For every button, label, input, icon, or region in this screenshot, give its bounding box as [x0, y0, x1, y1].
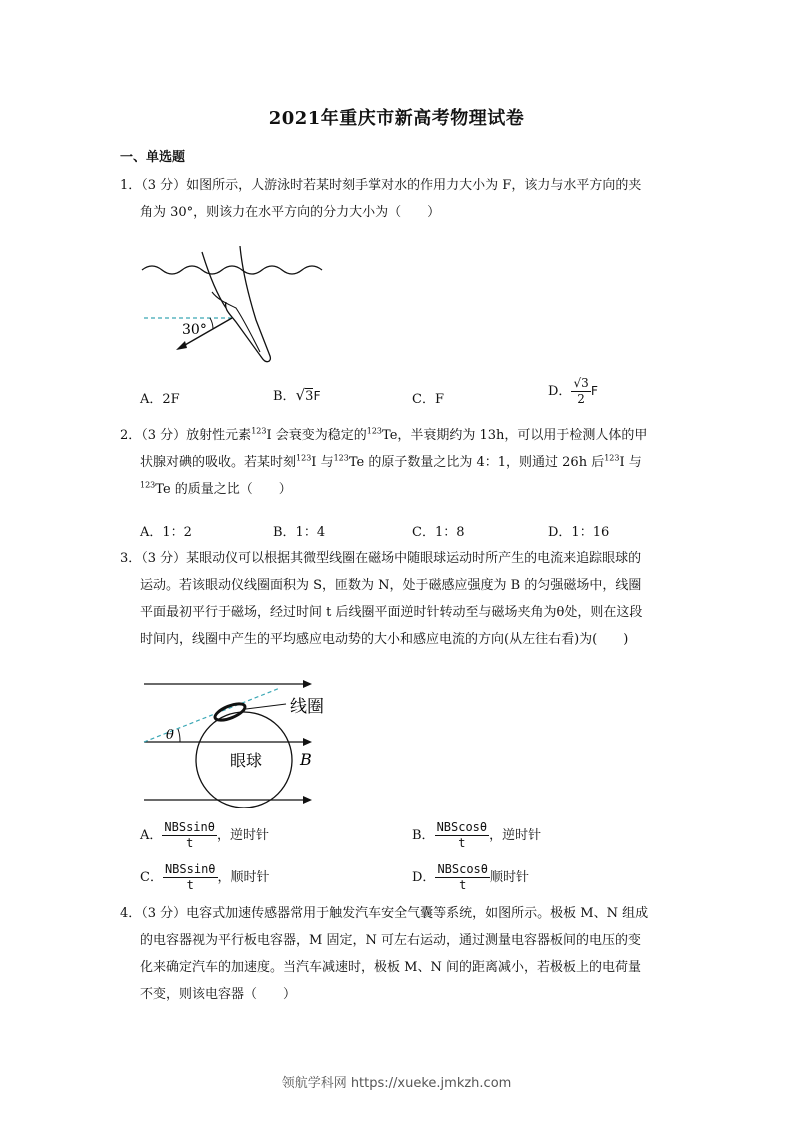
q3-option-d-fraction — [435, 862, 490, 893]
q1-option-c[interactable]: C．F — [412, 392, 444, 407]
q3-option-a-numerator: NBSsinθ — [164, 820, 215, 834]
q2-text-2b: I 与 — [311, 455, 334, 470]
q1-option-d-label: D． — [548, 384, 572, 399]
q1-option-d-suffix: F — [590, 384, 598, 398]
angle-label: 30° — [182, 322, 207, 338]
q3-option-b-suffix: ，逆时针 — [489, 828, 542, 843]
question-1 — [120, 172, 680, 226]
q2-option-a[interactable]: A．1：2 — [140, 525, 192, 540]
q3-option-c-label: C． — [140, 870, 163, 885]
q1-option-d-denominator: 2 — [577, 392, 585, 406]
q2-text-2a: 状腺对碘的吸收。若某时刻 — [140, 455, 297, 470]
q2-text-2d: I 与 — [619, 455, 642, 470]
footer-watermark: 领航学科网 https://xueke.jmkzh.com — [281, 1076, 512, 1091]
question-2 — [120, 422, 680, 503]
q3-option-b-denominator: t — [458, 836, 466, 850]
q3-option-c-denominator: t — [186, 878, 194, 892]
coil-ellipse — [213, 700, 247, 723]
q2-text-1a: 2．（3 分）放射性元素 — [120, 428, 252, 443]
isotope-mass-number: 123 — [296, 453, 312, 463]
angle-arc — [210, 318, 213, 329]
field-arrowhead-top — [303, 680, 312, 688]
question-4 — [120, 900, 680, 1008]
question-3-line-1: 3．（3 分）某眼动仪可以根据其微型线圈在磁场中随眼球运动时所产生的电流来追踪眼球的 — [120, 551, 642, 566]
q3-option-c-numerator: NBSsinθ — [164, 862, 216, 876]
sqrt-sign: √ — [295, 386, 306, 404]
question-1-line-2: 角为 30°，则该力在水平方向的分力大小为（ ） — [140, 205, 441, 220]
theta-arc — [178, 729, 180, 742]
question-3 — [120, 545, 680, 653]
page-title: 2021年重庆市新高考物理试卷 — [268, 108, 525, 129]
isotope-mass-number: 123 — [333, 453, 349, 463]
q3-option-d-suffix: 顺时针 — [490, 870, 530, 885]
field-arrowhead-bottom — [303, 796, 312, 804]
field-b-label: B — [300, 750, 312, 769]
q2-text-3: Te 的质量之比（ ） — [155, 482, 292, 497]
q2-text-2c: Te 的原子数量之比为 4：1，则通过 26h 后 — [348, 455, 605, 470]
question-3-line-3: 平面最初平行于磁场，经过时间 t 后线圈平面逆时针转动至与磁场夹角为θ处，则在这段 — [140, 605, 643, 620]
coil-label-leader — [246, 704, 286, 709]
q1-option-b-suffix: F — [313, 389, 321, 403]
q3-option-b-label: B． — [412, 828, 435, 843]
q1-option-b-label: B． — [273, 389, 296, 404]
question-3-line-4: 时间内，线圈中产生的平均感应电动势的大小和感应电流的方向(从左往右看)为( ) — [140, 632, 629, 647]
q1-option-a[interactable]: A．2F — [140, 392, 180, 407]
q3-option-d-denominator: t — [459, 878, 467, 892]
question-3-line-2: 运动。若该眼动仪线圈面积为 S，匝数为 N，处于磁感应强度为 B 的匀强磁场中，线圈 — [140, 578, 642, 593]
field-arrowhead-middle — [303, 738, 312, 746]
q2-option-c[interactable]: C．1：8 — [412, 525, 465, 540]
q1-option-d[interactable] — [548, 376, 598, 407]
isotope-mass-number: 123 — [140, 480, 156, 490]
isotope-mass-number: 123 — [604, 453, 620, 463]
question-4-line-1: 4．（3 分）电容式加速传感器常用于触发汽车安全气囊等系统，如图所示。极板 M、N 组成 — [120, 906, 649, 921]
q3-option-c-fraction — [163, 862, 218, 893]
q2-option-b[interactable]: B．1：4 — [273, 525, 326, 540]
q3-option-a-fraction — [162, 820, 217, 851]
q3-option-b-numerator: NBScosθ — [436, 820, 488, 834]
q3-option-a-suffix: ，逆时针 — [216, 828, 269, 843]
question-4-line-4: 不变，则该电容器（ ） — [140, 987, 297, 1002]
q3-option-a-denominator: t — [186, 836, 194, 850]
q1-option-b[interactable] — [273, 385, 321, 404]
q3-option-d[interactable] — [412, 862, 529, 893]
question-1-line-1: 1．（3 分）如图所示，人游泳时若某时刻手掌对水的作用力大小为 F，该力与水平方向的夹 — [120, 178, 642, 193]
section-heading: 一、单选题 — [120, 150, 186, 165]
theta-label: θ — [166, 728, 174, 743]
q3-option-a-label: A． — [140, 828, 163, 843]
arm-outline — [202, 246, 270, 362]
eye-tracker-figure — [140, 676, 350, 808]
question-2-line-2 — [120, 449, 680, 476]
swimmer-hand-figure — [140, 238, 330, 378]
q3-option-c-suffix: ，顺时针 — [217, 870, 270, 885]
q3-option-b-fraction — [435, 820, 490, 851]
isotope-mass-number: 123 — [366, 426, 383, 436]
isotope-mass-number: 123 — [251, 426, 267, 436]
question-4-line-2: 的电容器视为平行板电容器，M 固定，N 可左右运动，通过测量电容器板间的电压的变 — [140, 933, 641, 948]
q3-option-c[interactable] — [140, 862, 270, 893]
q2-text-1b: I 会衰变为稳定的 — [266, 428, 367, 443]
question-4-line-3: 化来确定汽车的加速度。当汽车减速时，极板 M、N 间的距离减小，若极板上的电荷量 — [140, 960, 641, 975]
q3-option-a[interactable] — [140, 820, 269, 851]
q1-option-d-fraction — [571, 376, 590, 407]
q3-option-b[interactable] — [412, 820, 541, 851]
q1-option-d-numerator: √3 — [573, 376, 589, 390]
question-2-line-3 — [120, 476, 680, 503]
eyeball-label: 眼球 — [230, 751, 263, 770]
q1-option-b-radicand: 3 — [305, 389, 314, 404]
q3-option-d-numerator: NBScosθ — [437, 862, 489, 876]
coil-label: 线圈 — [290, 697, 324, 717]
question-2-line-1 — [120, 428, 647, 443]
water-surface-wave — [142, 266, 322, 274]
q2-option-d[interactable]: D．1：16 — [548, 525, 610, 540]
q2-text-1c: Te，半衰期约为 13h，可以用于检测人体的甲 — [382, 428, 648, 443]
q3-option-d-label: D． — [412, 870, 436, 885]
force-arrowhead — [176, 341, 187, 350]
